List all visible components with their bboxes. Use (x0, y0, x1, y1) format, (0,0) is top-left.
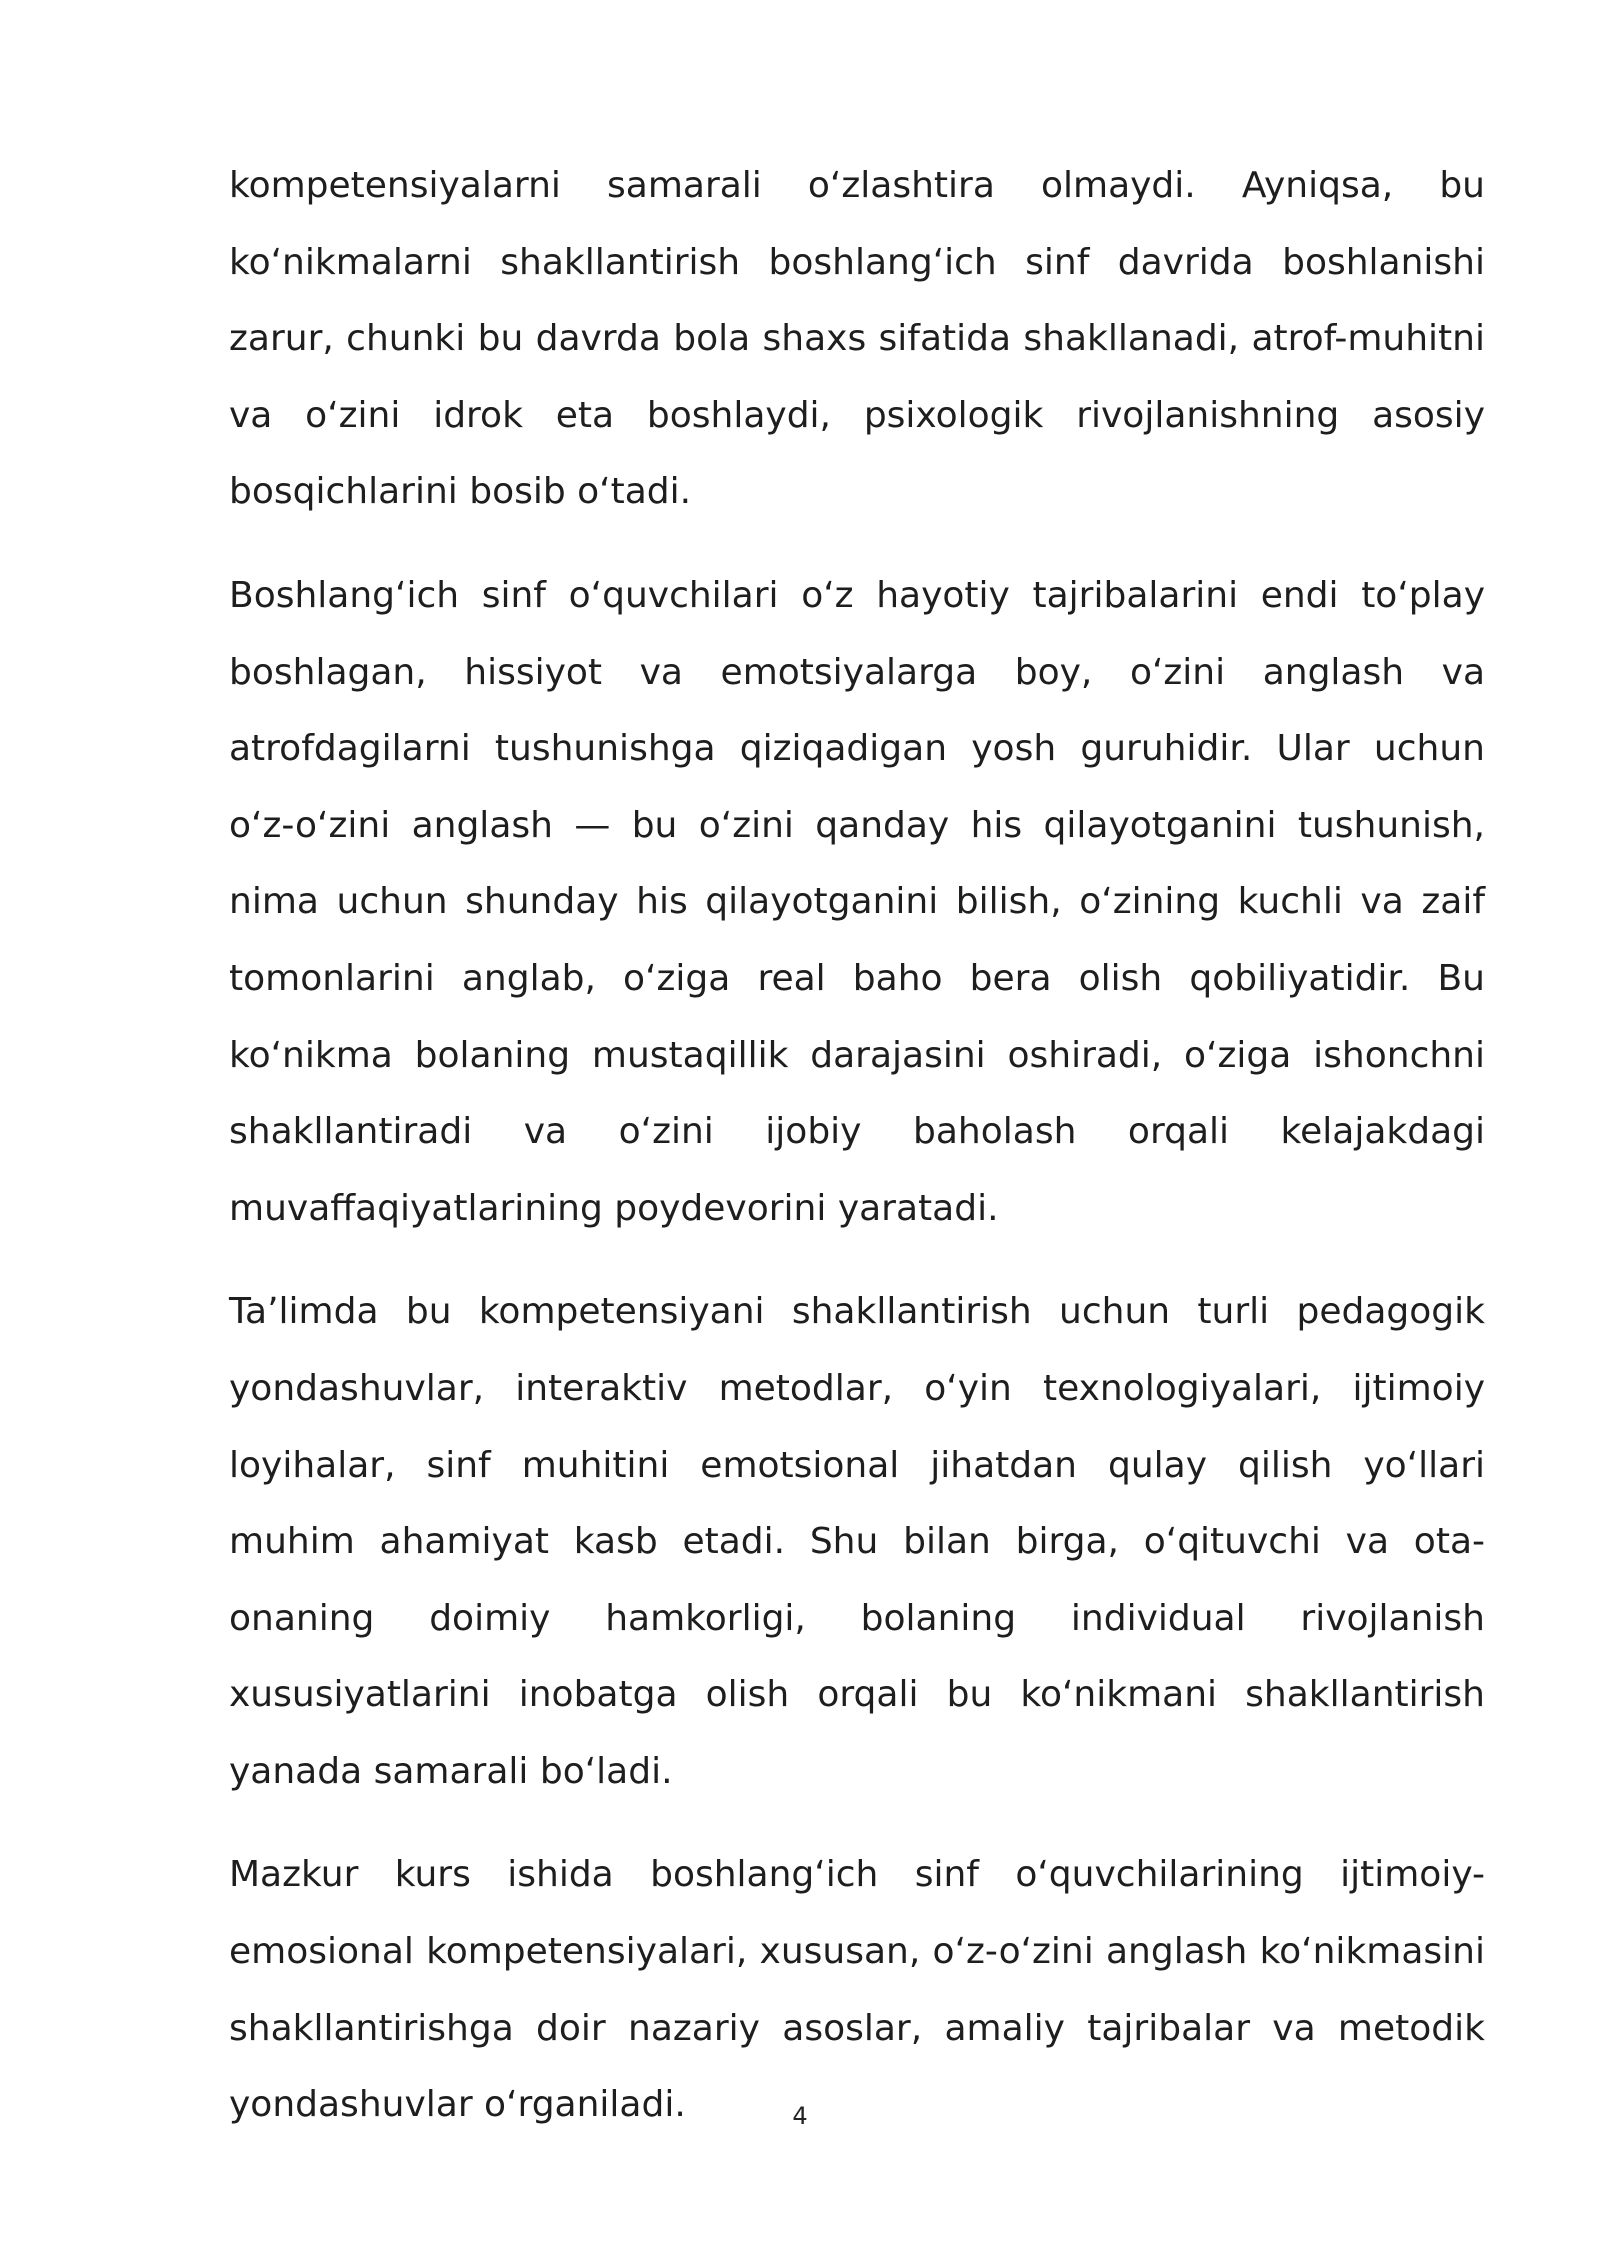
paragraph-2: Boshlangʻich sinf oʻquvchilari oʻz hayotiy tajribalarini endi toʻplay boshlagan, hissiyot va emotsiyalarga boy, oʻzini anglash va atrofdagilarni tushunishga qiziqadigan yosh guruhidir. Ular uchun oʻz-oʻzini anglash — bu oʻzini qanday his qilayotganini tushunish, nima uchun shunday his qilayotganini bilish, oʻzining kuchli va zaif tomonlarini anglab, oʻziga real baho bera olish qobiliyatidir. Bu koʻnikma bolaning mustaqillik darajasini oshiradi, oʻziga ishonchni shakllantiradi va oʻzini ijobiy baholash orqali kelajakdagi muvaffaqiyatlarining poydevorini yaratadi. (229, 574, 1485, 1229)
paragraph-4: Mazkur kurs ishida boshlangʻich sinf oʻquvchilarining ijtimoiy-emosional kompetensiyalari, xususan, oʻz-oʻzini anglash koʻnikmasini shakllantirishga doir nazariy asoslar, amaliy tajribalar va metodik yondashuvlar oʻrganiladi. (229, 1854, 1485, 2126)
body-text (229, 148, 1485, 2171)
paragraph-1: kompetensiyalarni samarali oʻzlashtira olmaydi. Ayniqsa, bu koʻnikmalarni shakllantirish boshlangʻich sinf davrida boshlanishi zarur, chunki bu davrda bola shaxs sifatida shakllanadi, atrof-muhitni va oʻzini idrok eta boshlaydi, psixologik rivojlanishning asosiy bosqichlarini bosib oʻtadi. (229, 165, 1485, 513)
paragraph-3: Taʼlimda bu kompetensiyani shakllantirish uchun turli pedagogik yondashuvlar, interaktiv metodlar, oʻyin texnologiyalari, ijtimoiy loyihalar, sinf muhitini emotsional jihatdan qulay qilish yoʻllari muhim ahamiyat kasb etadi. Shu bilan birga, oʻqituvchi va ota-onaning doimiy hamkorligi, bolaning individual rivojlanish xususiyatlarini inobatga olish orqali bu koʻnikmani shakllantirish yanada samarali boʻladi. (229, 1291, 1485, 1792)
page-number: 4 (792, 2102, 808, 2130)
